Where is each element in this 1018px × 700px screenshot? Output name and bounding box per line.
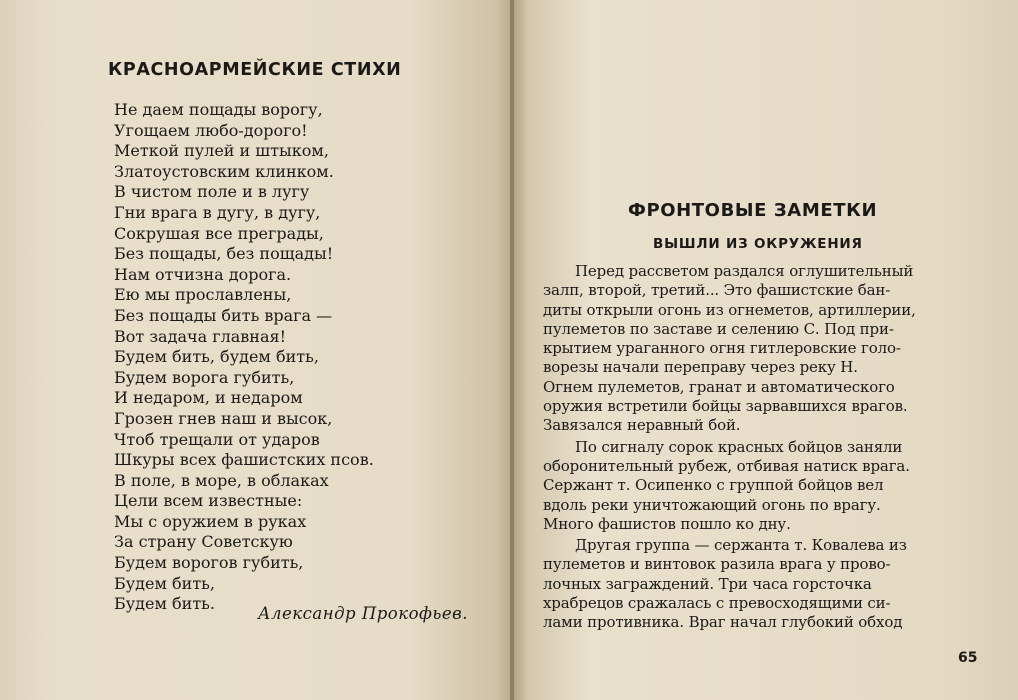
poem-line: Шкуры всех фашистских псов. <box>114 450 374 470</box>
article-line: лочных заграждений. Три часа горсточка <box>543 574 872 593</box>
article-line: Сержант т. Осипенко с группой бойцов вел <box>543 476 884 495</box>
poem-line: Будем ворогов губить, <box>114 553 304 573</box>
poem-author: Александр Прокофьев. <box>258 604 469 623</box>
poem-line: Ею мы прославлены, <box>114 285 292 305</box>
article-line: пулеметов и винтовок разила врага у прово- <box>543 555 891 574</box>
poem-line: Угощаем любо-дорого! <box>114 120 308 140</box>
page-number: 65 <box>958 650 978 666</box>
article-text <box>543 262 983 633</box>
poem-line: Будем бить, будем бить, <box>114 347 319 367</box>
poem-line: Будем ворога губить, <box>114 367 295 387</box>
poem-line: Сокрушая все преграды, <box>114 223 324 243</box>
poem-line: Гни врага в дугу, в дугу, <box>114 202 321 222</box>
poem-line: Не даем пощады ворогу, <box>114 100 323 119</box>
poem-line: Меткой пулей и штыком, <box>114 141 329 161</box>
article-line: Огнем пулеметов, гранат и автоматического <box>543 377 895 396</box>
poem-line: Без пощады бить врага — <box>114 305 333 325</box>
article-line: оборонительный рубеж, отбивая натиск врага. <box>543 456 910 475</box>
article-line: диты открыли огонь из огнеметов, артиллерии, <box>543 300 916 319</box>
article-line: пулеметов по заставе и селению С. Под при- <box>543 319 894 338</box>
right-page-title: ФРОНТОВЫЕ ЗАМЕТКИ <box>628 200 878 221</box>
article-subtitle: ВЫШЛИ ИЗ ОКРУЖЕНИЯ <box>653 236 863 252</box>
poem-line: Вот задача главная! <box>114 326 287 346</box>
article-line: По сигналу сорок красных бойцов заняли <box>575 437 903 456</box>
poem-line: Без пощады, без пощады! <box>114 244 334 264</box>
poem-line: И недаром, и недаром <box>114 388 303 408</box>
poem-line: Мы с оружием в руках <box>114 511 307 531</box>
article-line: Другая группа — сержанта т. Ковалева из <box>575 536 907 555</box>
article-line: Завязался неравный бой. <box>543 416 741 435</box>
poem-line: Будем бить. <box>114 594 215 614</box>
article-line: лами противника. Враг начал глубокий обход <box>543 613 903 632</box>
poem-line: Будем бить, <box>114 573 215 593</box>
article-line: оружия встретили бойцы зарвавшихся врагов. <box>543 397 908 416</box>
poem-line: В чистом поле и в лугу <box>114 182 310 202</box>
article-line: Много фашистов пошло ко дну. <box>543 514 791 533</box>
article-line: залп, второй, третий... Это фашистские бан- <box>543 281 891 300</box>
left-page-title: КРАСНОАРМЕЙСКИЕ СТИХИ <box>108 60 402 80</box>
poem-line: Чтоб трещали от ударов <box>114 429 320 449</box>
poem <box>114 100 474 615</box>
poem-line: Златоустовским клинком. <box>114 161 334 181</box>
poem-line: За страну Советскую <box>114 532 293 552</box>
poem-line: Грозен гнев наш и высок, <box>114 408 333 428</box>
article-line: Перед рассветом раздался оглушительный <box>575 262 914 280</box>
article-line: ворезы начали переправу через реку Н. <box>543 358 858 377</box>
article-line: вдоль реки уничтожающий огонь по врагу. <box>543 495 881 514</box>
poem-line: В поле, в море, в облаках <box>114 470 329 490</box>
article-line: храбрецов сражалась с превосходящими си- <box>543 594 891 613</box>
article-line: крытием ураганного огня гитлеровские голо- <box>543 339 901 358</box>
poem-line: Цели всем известные: <box>114 491 303 511</box>
right-page <box>514 0 1018 700</box>
poem-line: Нам отчизна дорога. <box>114 264 292 284</box>
